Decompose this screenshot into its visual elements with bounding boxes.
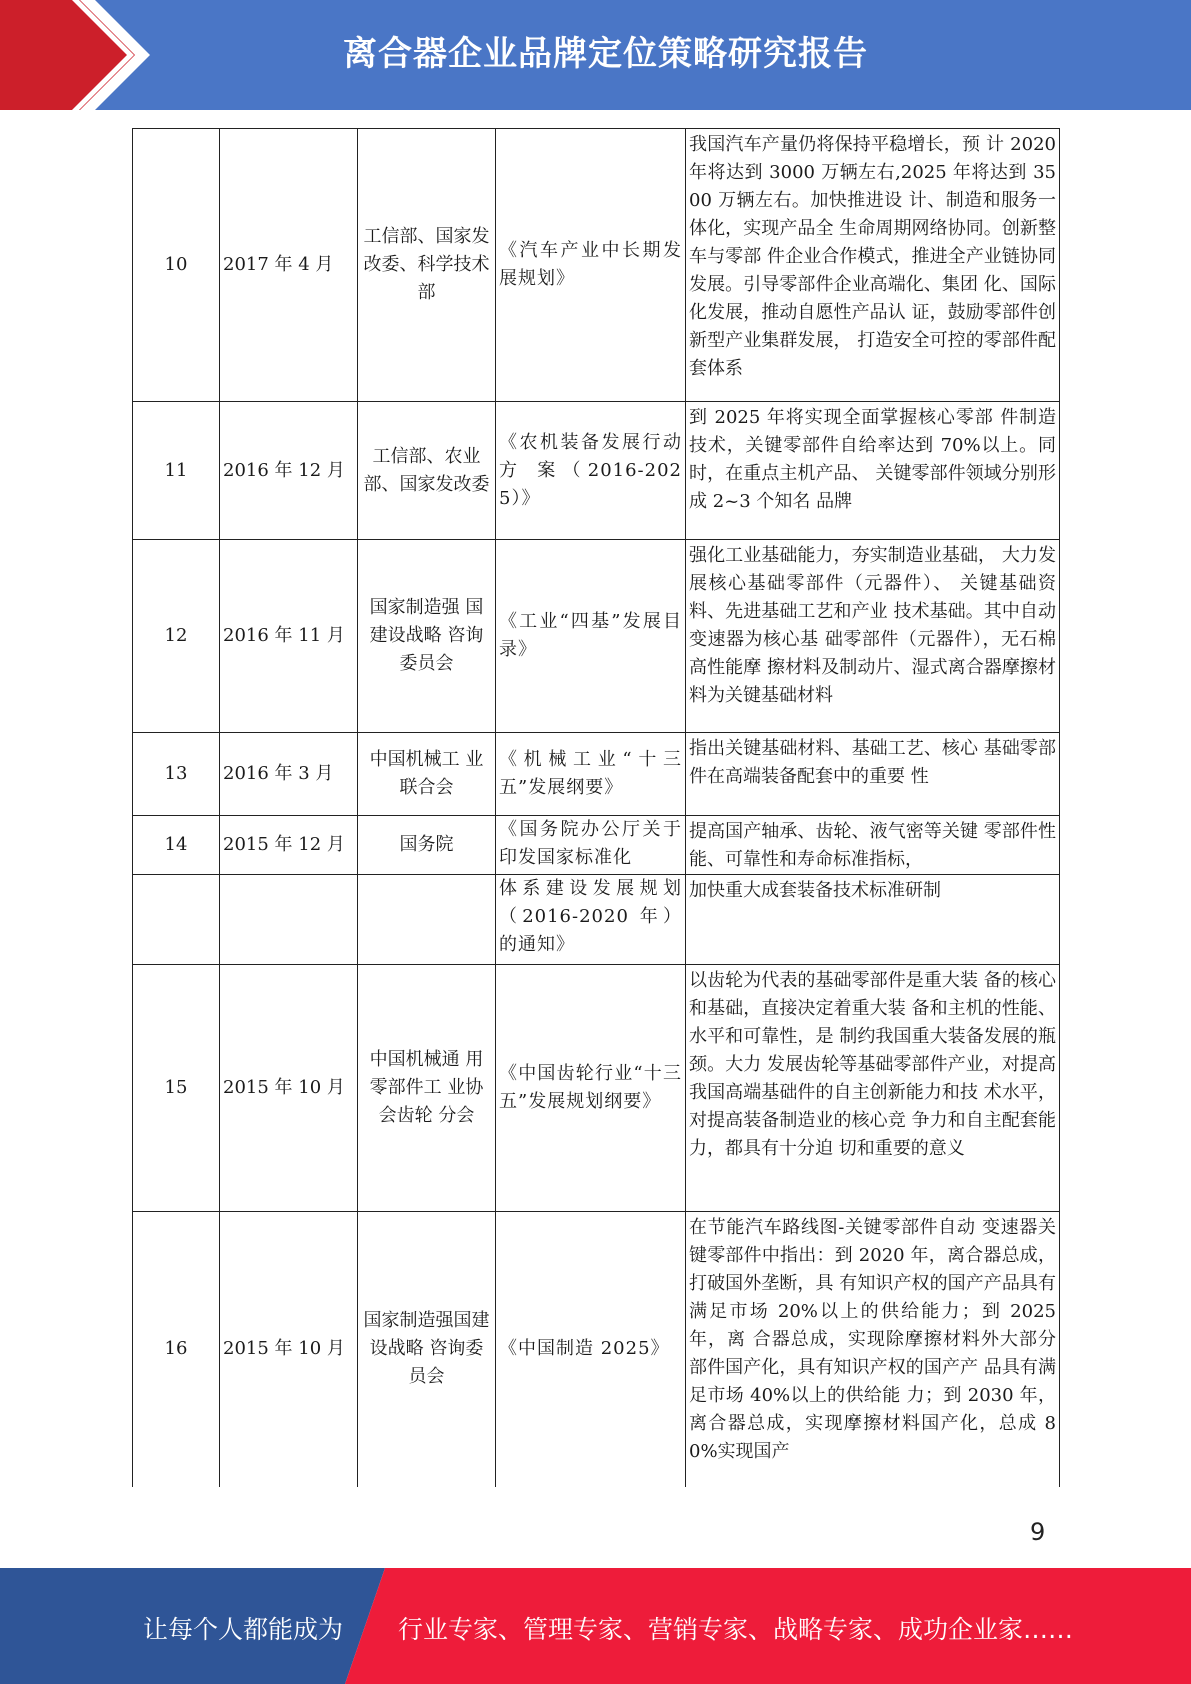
row-department: 中国机械工 业联合会 bbox=[358, 733, 496, 816]
row-department bbox=[358, 875, 496, 965]
row-department: 国家制造强国建设战略 咨询委员会 bbox=[358, 1212, 496, 1487]
table-row bbox=[133, 129, 1060, 402]
table-row bbox=[133, 733, 1060, 816]
row-number bbox=[133, 875, 220, 965]
page-footer bbox=[0, 1568, 1191, 1684]
row-number: 16 bbox=[133, 1212, 220, 1487]
row-content: 加快重大成套装备技术标准研制 bbox=[686, 875, 1060, 965]
row-content: 我国汽车产量仍将保持平稳增长，预 计 2020 年将达到 3000 万辆左右,2025 年将达到 3500 万辆左右。加快推进设 计、制造和服务一体化，实现产品全 生命周期网络协同。创新整车与零部 件企业合作模式，推进全产业链协同 发展。引导零部件企业高端化、集团 化、国际化发展，推动自愿性产品认 证，鼓励零部件创新型产业集群发展， 打造安全可控的零部件配套体系 bbox=[686, 129, 1060, 402]
page-number: 9 bbox=[1030, 1518, 1046, 1546]
table-row bbox=[133, 816, 1060, 875]
row-document: 《中国制造 2025》 bbox=[496, 1212, 686, 1487]
row-date bbox=[220, 875, 358, 965]
row-number: 15 bbox=[133, 965, 220, 1212]
row-number: 11 bbox=[133, 402, 220, 540]
row-number: 12 bbox=[133, 540, 220, 733]
row-document: 《农机装备发展行动 方 案（2016-2025）》 bbox=[496, 402, 686, 540]
row-content: 到 2025 年将实现全面掌握核心零部 件制造技术，关键零部件自给率达到 70%以上。同时，在重点主机产品、 关键零部件领域分别形成 2~3 个知名 品牌 bbox=[686, 402, 1060, 540]
row-department: 国务院 bbox=[358, 816, 496, 875]
row-content: 指出关键基础材料、基础工艺、核心 基础零部件在高端装备配套中的重要 性 bbox=[686, 733, 1060, 816]
footer-slogan-right: 行业专家、管理专家、营销专家、战略专家、成功企业家…… bbox=[398, 1615, 1074, 1644]
table-row bbox=[133, 540, 1060, 733]
row-department: 中国机械通 用零部件工 业协会齿轮 分会 bbox=[358, 965, 496, 1212]
row-number: 10 bbox=[133, 129, 220, 402]
row-date: 2015 年 12 月 bbox=[220, 816, 358, 875]
row-department: 工信部、国家发改委、科学技术部 bbox=[358, 129, 496, 402]
footer-slogan-left: 让每个人都能成为 bbox=[143, 1615, 344, 1644]
row-content: 在节能汽车路线图-关键零部件自动 变速器关键零部件中指出：到 2020 年，离合器总成，打破国外垄断，具 有知识产权的国产产品具有满足市场 20%以上的供给能力；到 2025 年，离 合器总成，实现除摩擦材料外大部分 部件国产化，具有知识产权的国产产 品具有满足市场 40%以上的供给能 力；到 2030 年，离合器总成，实现摩擦材料国产化，总成 80%实现国产 bbox=[686, 1212, 1060, 1487]
row-date: 2016 年 11 月 bbox=[220, 540, 358, 733]
row-date: 2016 年 3 月 bbox=[220, 733, 358, 816]
row-document: 《机械工业“十三五”发展纲要》 bbox=[496, 733, 686, 816]
row-document: 体系建设发展规划（2016-2020 年） 的通知》 bbox=[496, 875, 686, 965]
row-date: 2016 年 12 月 bbox=[220, 402, 358, 540]
row-date: 2017 年 4 月 bbox=[220, 129, 358, 402]
row-document: 《汽车产业中长期发展规划》 bbox=[496, 129, 686, 402]
table-row bbox=[133, 875, 1060, 965]
row-content: 强化工业基础能力，夯实制造业基础， 大力发展核心基础零部件（元器件）、 关键基础资料、先进基础工艺和产业 技术基础。其中自动变速器为核心基 础零部件（元器件），无石棉高性能摩 擦材料及制动片、湿式离合器摩擦材 料为关键基础材料 bbox=[686, 540, 1060, 733]
row-document: 《工业“四基”发展目录》 bbox=[496, 540, 686, 733]
page-header bbox=[0, 0, 1191, 110]
row-date: 2015 年 10 月 bbox=[220, 965, 358, 1212]
table-row bbox=[133, 1212, 1060, 1487]
report-title: 离合器企业品牌定位策略研究报告 bbox=[343, 34, 868, 74]
row-document: 《中国齿轮行业“十三五”发展规划纲要》 bbox=[496, 965, 686, 1212]
row-number: 14 bbox=[133, 816, 220, 875]
row-department: 国家制造强 国建设战略 咨询委员会 bbox=[358, 540, 496, 733]
row-number: 13 bbox=[133, 733, 220, 816]
table-row bbox=[133, 965, 1060, 1212]
row-date: 2015 年 10 月 bbox=[220, 1212, 358, 1487]
row-document: 《国务院办公厅关于印发国家标准化 bbox=[496, 816, 686, 875]
table-row bbox=[133, 402, 1060, 540]
policy-table bbox=[132, 128, 1059, 1487]
row-content: 以齿轮为代表的基础零部件是重大装 备的核心和基础，直接决定着重大装 备和主机的性能、水平和可靠性，是 制约我国重大装备发展的瓶颈。大力 发展齿轮等基础零部件产业，对提高 我国高端基础件的自主创新能力和技 术水平，对提高装备制造业的核心竞 争力和自主配套能力，都具有十分迫 切和重要的意义 bbox=[686, 965, 1060, 1212]
row-department: 工信部、农业部、国家发改委 bbox=[358, 402, 496, 540]
row-content: 提高国产轴承、齿轮、液气密等关键 零部件性能、可靠性和寿命标准指标， bbox=[686, 816, 1060, 875]
